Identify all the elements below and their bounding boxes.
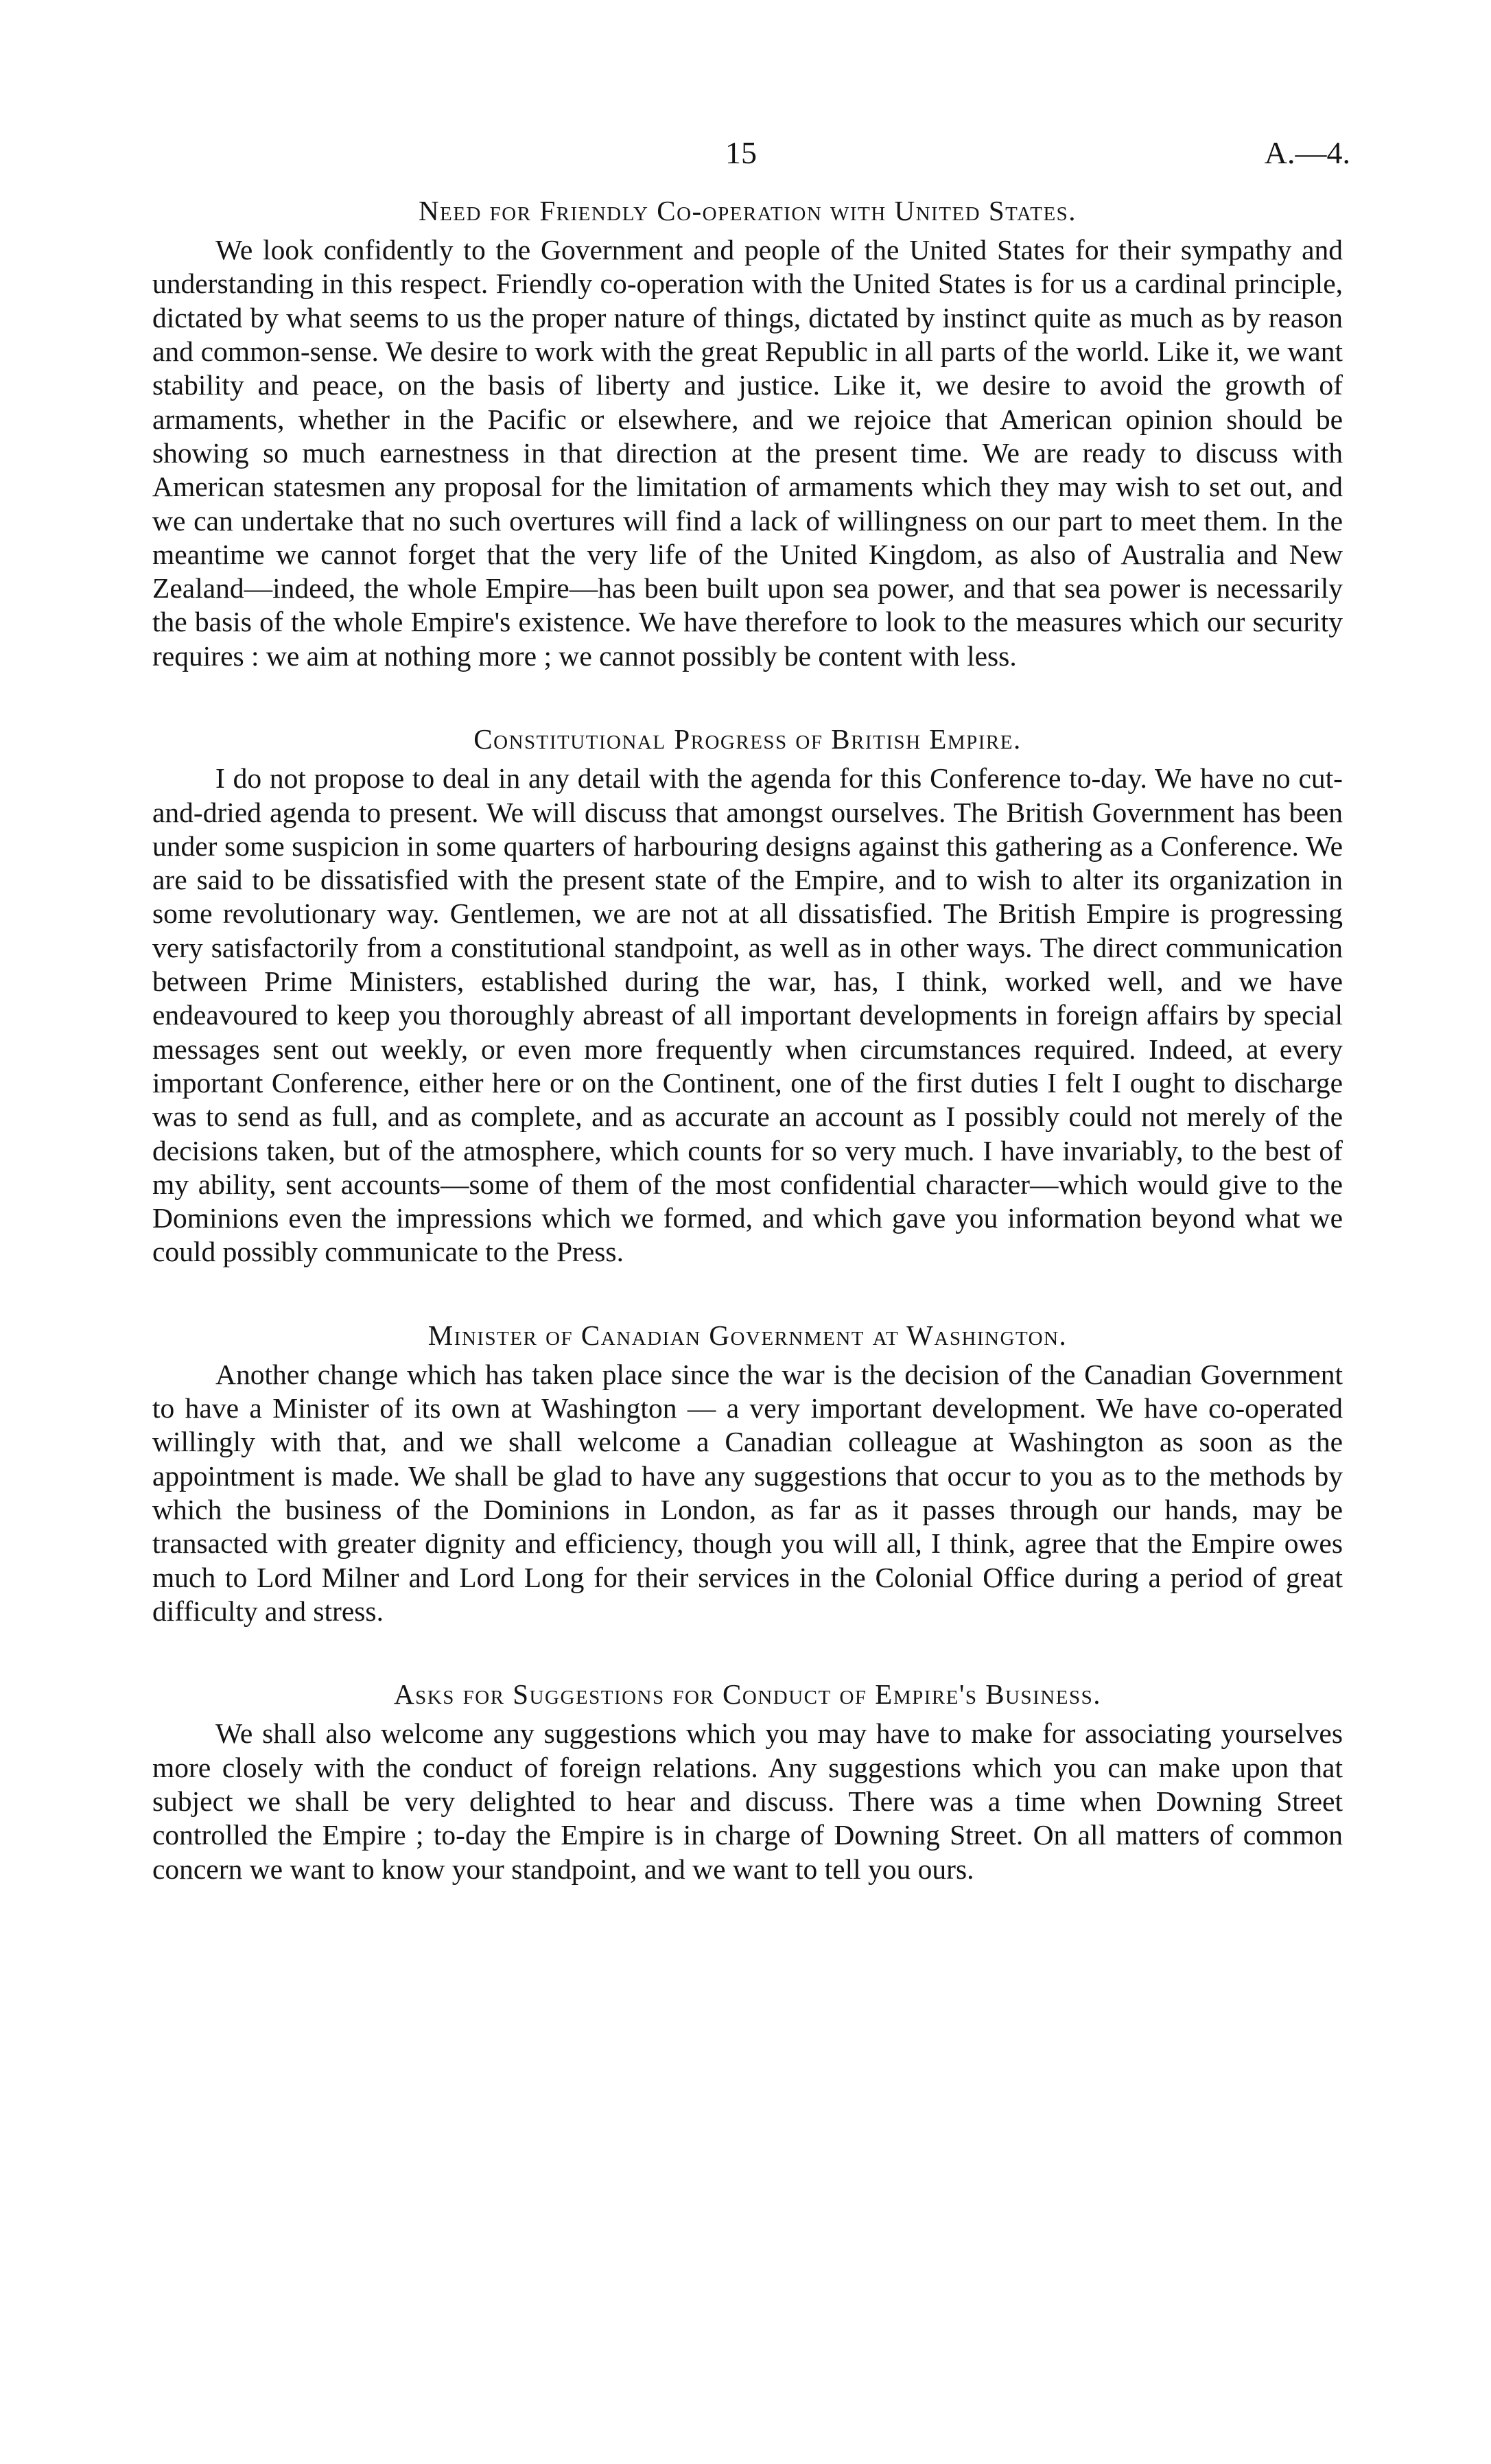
section-canadian-minister-washington (152, 1319, 1343, 1629)
section-paragraph: We look confidently to the Government and people of the United States for their sympathy and understanding in this respect. Friendly co-operation with the United States is for us a cardinal principle, dictated by what seems to us the proper nature of things, dictated by instinct quite as much as by reason and common-sense. We desire to work with the great Republic in all parts of the world. Like it, we want stability and peace, on the basis of liberty and justice. Like it, we desire to avoid the growth of armaments, whether in the Pacific or elsewhere, and we rejoice that American opinion should be showing so much earnestness in that direction at the present time. We are ready to discuss with American statesmen any proposal for the limitation of armaments which they may wish to set out, and we can undertake that no such overtures will find a lack of willingness on our part to meet them. In the meantime we cannot forget that the very life of the United Kingdom, as also of Australia and New Zealand—indeed, the whole Empire—has been built upon sea power, and that sea power is necessarily the basis of the whole Empire's existence. We have therefore to look to the measures which our security requires : we aim at nothing more ; we cannot possibly be content with less. (152, 234, 1343, 672)
document-reference: A.—4. (1264, 135, 1350, 170)
page-number: 15 (725, 135, 757, 170)
section-heading: Constitutional Progress of British Empire. (473, 723, 1022, 755)
section-heading: Asks for Suggestions for Conduct of Empire's Business. (394, 1678, 1101, 1711)
section-empire-business-suggestions (152, 1678, 1343, 1886)
page-body (152, 194, 1343, 1886)
section-paragraph: I do not propose to deal in any detail with the agenda for this Conference to-day. We have no cut-and-dried agenda to present. We will discuss that amongst ourselves. The British Government has been under some suspicion in some quarters of harbouring designs against this gathering as a Conference. We are said to be dissatisfied with the present state of the Empire, and to wish to alter its organization in some revolutionary way. Gentlemen, we are not at all dissatisfied. The British Empire is progressing very satisfactorily from a constitutional standpoint, as well as in other ways. The direct communication between Prime Ministers, established during the war, has, I think, worked well, and we have endeavoured to keep you thoroughly abreast of all important developments in foreign affairs by special messages sent out weekly, or even more frequently when circumstances required. Indeed, at every important Conference, either here or on the Continent, one of the first duties I felt I ought to discharge was to send as full, and as complete, and as accurate an account as I possibly could not merely of the decisions taken, but of the atmosphere, which counts for so very much. I have invariably, to the best of my ability, sent accounts—some of them of the most confidential character—which would give to the Dominions even the impressions which we formed, and which gave you information beyond what we could possibly communicate to the Press. (152, 762, 1343, 1268)
section-heading: Need for Friendly Co-operation with United States. (418, 195, 1077, 226)
section-heading: Minister of Canadian Government at Washington. (427, 1319, 1068, 1351)
section-constitutional-progress (152, 723, 1343, 1269)
section-cooperation-united-states (152, 194, 1343, 673)
section-paragraph: Another change which has taken place since the war is the decision of the Canadian Government to have a Minister of its own at Washington — a very important development. We have co-operated willingly with that, and we shall welcome a Canadian colleague at Washington as soon as the appointment is made. We shall be glad to have any suggestions that occur to you as to the methods by which the business of the Dominions in London, as far as it passes through our hands, may be transacted with greater dignity and efficiency, though you will all, I think, agree that the Empire owes much to Lord Milner and Lord Long for their services in the Colonial Office during a period of great difficulty and stress. (152, 1358, 1343, 1627)
section-paragraph: We shall also welcome any suggestions which you may have to make for associating yourselves more closely with the conduct of foreign relations. Any suggestions which you can make upon that subject we shall be very delighted to hear and discuss. There was a time when Downing Street controlled the Empire ; to-day the Empire is in charge of Downing Street. On all matters of common concern we want to know your standpoint, and we want to tell you ours. (152, 1717, 1343, 1885)
